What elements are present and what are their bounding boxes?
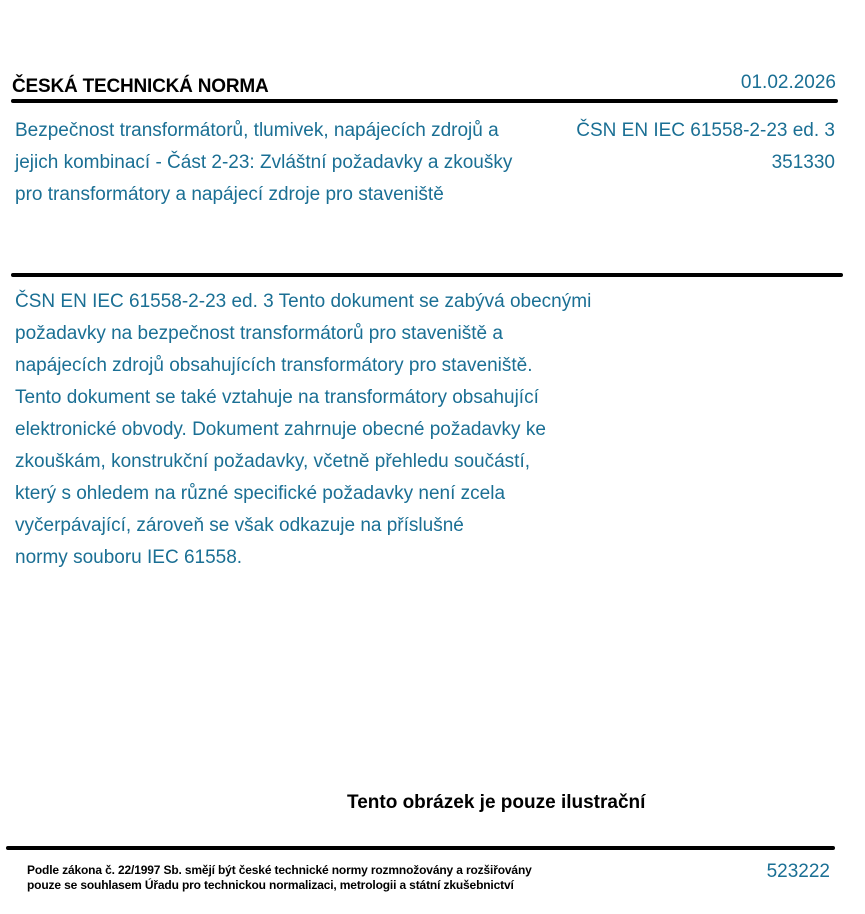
abstract-line: normy souboru IEC 61558. — [15, 547, 243, 568]
abstract-line: elektronické obvody. Dokument zahrnuje obecné požadavky ke — [15, 419, 546, 440]
legal-notice — [27, 863, 532, 893]
standard-identifier — [515, 115, 835, 179]
abstract-text — [15, 286, 695, 574]
abstract-line: napájecích zdrojů obsahujících transformátory pro staveniště. — [15, 355, 533, 376]
illustration-disclaimer: Tento obrázek je pouze ilustrační — [347, 792, 646, 813]
abstract-line: vyčerpávající, zároveň se však odkazuje na příslušné — [15, 515, 464, 536]
abstract-line: požadavky na bezpečnost transformátorů pro staveniště a — [15, 323, 503, 344]
publication-date: 01.02.2026 — [740, 72, 836, 93]
document-type-heading: ČESKÁ TECHNICKÁ NORMA — [12, 76, 269, 97]
abstract-line: zkouškám, konstrukční požadavky, včetně přehledu součástí, — [15, 451, 531, 472]
abstract-line: ČSN EN IEC 61558-2-23 ed. 3 Tento dokument se zabývá obecnými — [15, 291, 592, 312]
standard-class-number: 351330 — [771, 152, 835, 173]
catalog-number: 523222 — [766, 861, 830, 882]
header-divider — [11, 99, 838, 103]
footer-divider — [6, 846, 835, 850]
legal-notice-line: Podle zákona č. 22/1997 Sb. smějí být české technické normy rozmnožovány a rozšiřovány — [27, 863, 532, 877]
abstract-line: který s ohledem na různé specifické požadavky není zcela — [15, 483, 506, 504]
standard-code: ČSN EN IEC 61558-2-23 ed. 3 — [576, 120, 835, 141]
standard-title: Bezpečnost transformátorů, tlumivek, napájecích zdrojů a jejich kombinací - Část 2-23: Zvláštní požadavky a zkoušky pro transformátory a napájecí zdroje pro staveniště — [15, 120, 513, 205]
legal-notice-line: pouze se souhlasem Úřadu pro technickou normalizaci, metrologii a státní zkušebnictví — [27, 878, 514, 892]
title-divider — [11, 273, 843, 277]
abstract-line: Tento dokument se také vztahuje na transformátory obsahující — [15, 387, 539, 408]
